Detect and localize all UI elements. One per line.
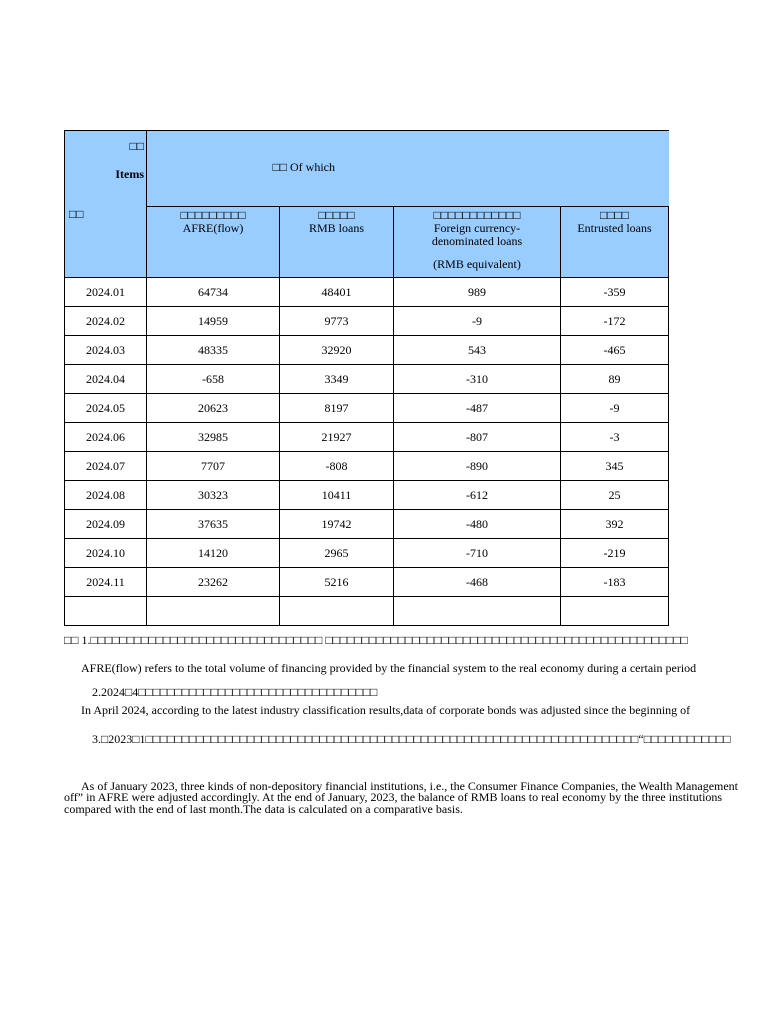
afre-flow-label: AFRE(flow) xyxy=(182,221,244,235)
rmb-loans-cell: 2965 xyxy=(280,539,394,568)
entrusted-loans-cell: -183 xyxy=(561,568,669,597)
table-row-empty xyxy=(65,597,669,626)
date-cell: 2024.09 xyxy=(65,510,147,539)
rmb-loans-cell: 32920 xyxy=(280,336,394,365)
rmb-loans-cell: 3349 xyxy=(280,365,394,394)
rmb-loans-cell: 10411 xyxy=(280,481,394,510)
fx-loans-header xyxy=(394,207,561,278)
note-3-en-line-1: As of January 2023, three kinds of non-depository financial institutions, i.e., the Consumer Finance Companies, the Wealth Management xyxy=(81,779,739,793)
table-row xyxy=(65,394,669,423)
afre-cell: 32985 xyxy=(147,423,280,452)
rmb-loans-cell: 21927 xyxy=(280,423,394,452)
empty-cell xyxy=(65,597,147,626)
note-2-cjk: 2.2024□4□□□□□□□□□□□□□□□□□□□□□□□□□□□□□□□□□ xyxy=(92,685,378,699)
fx-loans-cell: -710 xyxy=(394,539,561,568)
table-row xyxy=(65,307,669,336)
of-which-label: □□ Of which xyxy=(272,160,335,174)
date-cell: 2024.02 xyxy=(65,307,147,336)
date-cell: 2024.07 xyxy=(65,452,147,481)
entrusted-loans-cell: 392 xyxy=(561,510,669,539)
empty-cell xyxy=(394,597,561,626)
fx-loans-cell: -468 xyxy=(394,568,561,597)
rmb-loans-cell: 5216 xyxy=(280,568,394,597)
date-cell: 2024.11 xyxy=(65,568,147,597)
note-1-en: AFRE(flow) refers to the total volume of financing provided by the financial system to the real economy during a certain period xyxy=(81,661,697,675)
fx-loans-rmb-equivalent: (RMB equivalent) xyxy=(433,257,521,271)
entrusted-loans-cell: -219 xyxy=(561,539,669,568)
fx-loans-cell: -480 xyxy=(394,510,561,539)
date-cell: 2024.05 xyxy=(65,394,147,423)
entrusted-loans-cell: -465 xyxy=(561,336,669,365)
rmb-loans-cell: -808 xyxy=(280,452,394,481)
rmb-loans-cell: 48401 xyxy=(280,278,394,307)
rmb-loans-cell: 19742 xyxy=(280,510,394,539)
of-which-header xyxy=(147,131,669,207)
items-cjk-label: □□ xyxy=(129,139,144,153)
empty-cell xyxy=(147,597,280,626)
table-row xyxy=(65,510,669,539)
fx-loans-cell: 543 xyxy=(394,336,561,365)
entrusted-loans-cell: 345 xyxy=(561,452,669,481)
table-row xyxy=(65,568,669,597)
afre-cell: 48335 xyxy=(147,336,280,365)
fx-loans-cell: -487 xyxy=(394,394,561,423)
date-cell: 2024.06 xyxy=(65,423,147,452)
rmb-loans-cjk: □□□□□ xyxy=(318,208,355,222)
note-3-en-line-2: off” in AFRE were adjusted accordingly. At the end of January, 2023, the balance of RMB loans to real economy by the three institutions xyxy=(64,790,723,804)
date-cell: 2024.04 xyxy=(65,365,147,394)
note-1-cjk: □□ 1.□□□□□□□□□□□□□□□□□□□□□□□□□□□□□□□□ □□□□□□□□□□□□□□□□□□□□□□□□□□□□□□□□□□□□□□□□□□□□□□□□□□ xyxy=(64,633,688,647)
entrusted-loans-cjk: □□□□ xyxy=(600,208,629,222)
fx-loans-cjk: □□□□□□□□□□□□ xyxy=(433,208,521,222)
fx-loans-cell: -807 xyxy=(394,423,561,452)
afre-cell: 20623 xyxy=(147,394,280,423)
entrusted-loans-cell: -172 xyxy=(561,307,669,336)
afre-cell: 7707 xyxy=(147,452,280,481)
table-row xyxy=(65,423,669,452)
items-label: Items xyxy=(115,167,144,181)
afre-cell: 23262 xyxy=(147,568,280,597)
items-header-cell xyxy=(65,131,147,278)
afre-flow-header xyxy=(147,207,280,278)
table-row xyxy=(65,278,669,307)
rmb-loans-label: RMB loans xyxy=(308,221,364,235)
afre-table xyxy=(64,130,669,626)
afre-cell: 14120 xyxy=(147,539,280,568)
note-2-en: In April 2024, according to the latest industry classification results,data of corporate bonds was adjusted since the beginning of xyxy=(81,703,691,717)
entrusted-loans-label: Entrusted loans xyxy=(577,221,652,235)
date-cell: 2024.08 xyxy=(65,481,147,510)
fx-loans-cell: -9 xyxy=(394,307,561,336)
afre-cell: -658 xyxy=(147,365,280,394)
afre-cell: 14959 xyxy=(147,307,280,336)
fx-loans-label: Foreign currency-denominated loans xyxy=(431,221,523,248)
empty-cell xyxy=(561,597,669,626)
entrusted-loans-cell: -359 xyxy=(561,278,669,307)
fx-loans-cell: -890 xyxy=(394,452,561,481)
date-cell: 2024.10 xyxy=(65,539,147,568)
table-row xyxy=(65,336,669,365)
entrusted-loans-cell: 25 xyxy=(561,481,669,510)
rmb-loans-header xyxy=(280,207,394,278)
fx-loans-cell: -612 xyxy=(394,481,561,510)
fx-loans-cell: -310 xyxy=(394,365,561,394)
afre-cell: 37635 xyxy=(147,510,280,539)
entrusted-loans-cell: -9 xyxy=(561,394,669,423)
table-row xyxy=(65,452,669,481)
afre-flow-cjk: □□□□□□□□□ xyxy=(180,208,246,222)
entrusted-loans-cell: 89 xyxy=(561,365,669,394)
note-3-cjk: 3.□2023□1□□□□□□□□□□□□□□□□□□□□□□□□□□□□□□□□□□□□□□□□□□□□□□□□□□□□□□□□□□□□□□□□□□□□“□□□□□□□□□□□□ xyxy=(92,732,731,746)
afre-cell: 64734 xyxy=(147,278,280,307)
entrusted-loans-cell: -3 xyxy=(561,423,669,452)
items-xiang-label: □□ xyxy=(69,207,84,221)
note-3-en-line-3: compared with the end of last month.The data is calculated on a comparative basis. xyxy=(64,802,463,816)
date-cell: 2024.01 xyxy=(65,278,147,307)
fx-loans-cell: 989 xyxy=(394,278,561,307)
afre-cell: 30323 xyxy=(147,481,280,510)
date-cell: 2024.03 xyxy=(65,336,147,365)
rmb-loans-cell: 9773 xyxy=(280,307,394,336)
table-row xyxy=(65,481,669,510)
table-row xyxy=(65,539,669,568)
rmb-loans-cell: 8197 xyxy=(280,394,394,423)
empty-cell xyxy=(280,597,394,626)
entrusted-loans-header xyxy=(561,207,669,278)
table-row xyxy=(65,365,669,394)
